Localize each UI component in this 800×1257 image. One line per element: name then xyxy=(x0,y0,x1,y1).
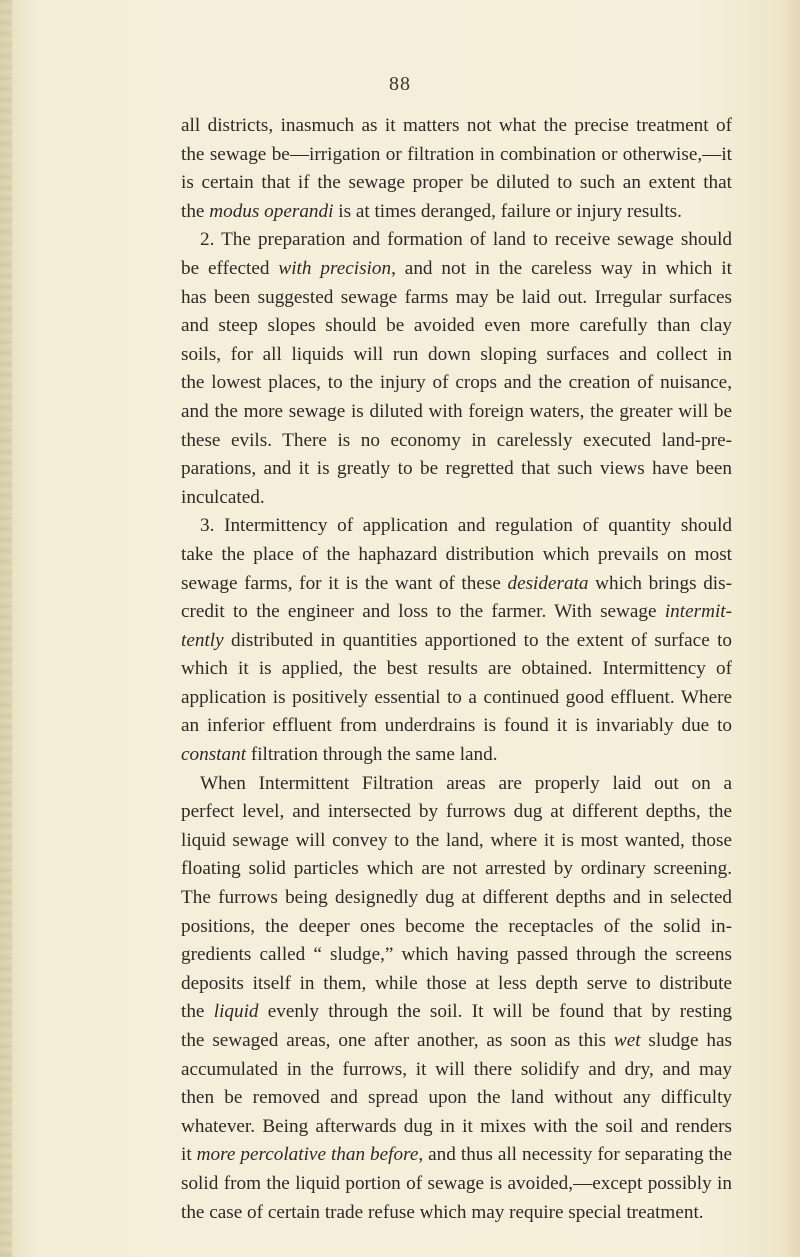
italic-text: more percolative than before xyxy=(196,1144,419,1166)
text-segment: all districts, inasmuch as it matters not what the precise treatment of xyxy=(181,115,732,136)
text-line xyxy=(181,712,732,741)
text-segment: take the place of the haphazard distribution which prevails on most xyxy=(181,543,732,565)
text-line xyxy=(181,284,732,313)
text-line xyxy=(181,226,732,255)
italic-text: with precision xyxy=(278,257,392,279)
text-line xyxy=(181,341,732,370)
text-line xyxy=(181,512,732,541)
italic-text: constant xyxy=(181,744,247,766)
text-line xyxy=(181,1170,732,1199)
text-segment: solid from the liquid portion of sewage is avoided,—except possibly in xyxy=(181,1172,732,1194)
text-line xyxy=(181,855,732,884)
text-line xyxy=(181,541,732,570)
text-segment: it xyxy=(181,1144,197,1166)
italic-text: modus operandi xyxy=(209,200,334,222)
text-segment: 2. The preparation and formation of land to receive sewage should xyxy=(200,229,732,251)
text-segment: soils, for all liquids will run down sloping surfaces and collect in xyxy=(181,343,732,365)
text-segment: the case of certain trade refuse which may require special treatment. xyxy=(181,1201,704,1223)
text-line xyxy=(181,798,732,827)
text-line xyxy=(181,684,732,713)
text-line xyxy=(181,741,732,770)
text-line xyxy=(181,627,732,656)
text-line xyxy=(181,598,732,627)
text-segment: an inferior effluent from underdrains is found it is invariably due to xyxy=(181,715,732,737)
text-line xyxy=(181,970,732,999)
text-line xyxy=(181,198,732,227)
text-segment: deposits itself in them, while those at less depth serve to distribute xyxy=(181,972,732,994)
text-segment: accumulated in the furrows, it will there solidify and dry, and may xyxy=(181,1058,732,1080)
text-segment: then be removed and spread upon the land without any difficulty xyxy=(181,1087,732,1109)
page-binding-edge xyxy=(0,0,12,1257)
text-line xyxy=(181,770,732,799)
text-line xyxy=(181,169,732,198)
text-line xyxy=(181,941,732,970)
text-segment: these evils. There is no economy in carelessly executed land-pre- xyxy=(181,429,732,451)
text-line xyxy=(181,1141,732,1170)
text-segment: which brings dis- xyxy=(588,572,732,594)
text-line xyxy=(181,455,732,484)
text-segment: floating solid particles which are not arrested by ordinary screening. xyxy=(181,858,732,880)
text-segment: the sewaged areas, one after another, as soon as this xyxy=(181,1030,614,1051)
text-segment: gredients called “ sludge,” which having passed through the screens xyxy=(181,944,732,966)
text-segment: and the more sewage is diluted with foreign waters, the greater will be xyxy=(181,400,732,422)
text-line xyxy=(181,1199,732,1228)
text-line xyxy=(181,427,732,456)
page-number: 88 xyxy=(389,73,411,95)
text-segment: credit to the engineer and loss to the farmer. With sewage xyxy=(181,601,665,623)
text-segment: 3. Intermittency of application and regulation of quantity should xyxy=(200,515,732,537)
text-segment: is certain that if the sewage proper be diluted to such an extent that xyxy=(181,172,732,194)
text-line xyxy=(181,998,732,1027)
text-segment: liquid sewage will convey to the land, where it is most wanted, those xyxy=(181,829,732,851)
italic-text: liquid xyxy=(213,1001,259,1023)
text-segment: sewage farms, for it is the want of these xyxy=(181,572,508,594)
text-segment: filtration through the same land. xyxy=(246,744,498,766)
text-line xyxy=(181,112,732,141)
text-segment: is at times deranged, failure or injury results. xyxy=(333,200,682,222)
body-text xyxy=(181,112,732,1227)
text-segment: which it is applied, the best results are obtained. Intermittency of xyxy=(181,658,732,680)
text-line xyxy=(181,1084,732,1113)
text-segment: perfect level, and intersected by furrows dug at different depths, the xyxy=(181,801,732,823)
text-segment: the xyxy=(181,200,210,222)
text-line xyxy=(181,884,732,913)
text-segment: parations, and it is greatly to be regretted that such views have been xyxy=(181,458,732,480)
italic-text: tently xyxy=(181,629,224,651)
text-segment: inculcated. xyxy=(181,486,265,508)
text-segment: distributed in quantities apportioned to the extent of surface to xyxy=(223,629,732,651)
text-segment: When Intermittent Filtration areas are properly laid out on a xyxy=(200,772,732,794)
text-line xyxy=(181,369,732,398)
text-segment: , and not in the careless way in which it xyxy=(391,257,732,279)
text-segment: positions, the deeper ones become the receptacles of the solid in- xyxy=(181,915,732,937)
text-segment: be effected xyxy=(181,257,279,279)
text-line xyxy=(181,1027,732,1056)
text-line xyxy=(181,913,732,942)
text-line xyxy=(181,1113,732,1142)
italic-text: desiderata xyxy=(507,572,589,594)
text-line xyxy=(181,827,732,856)
text-segment: The furrows being designedly dug at different depths and in selected xyxy=(181,887,732,909)
text-line xyxy=(181,484,732,513)
text-segment: whatever. Being afterwards dug in it mixes with the soil and renders xyxy=(181,1115,732,1137)
text-segment: sludge has xyxy=(640,1030,732,1051)
text-segment: evenly through the soil. It will be found that by resting xyxy=(258,1001,733,1023)
text-segment: the sewage be—irrigation or filtration in combination or otherwise,—it xyxy=(181,143,732,165)
text-segment: and steep slopes should be avoided even more carefully than clay xyxy=(181,315,732,337)
text-line xyxy=(181,398,732,427)
text-segment: the lowest places, to the injury of crops and the creation of nuisance, xyxy=(181,372,732,394)
text-segment: application is positively essential to a continued good effluent. Where xyxy=(181,686,732,708)
text-line xyxy=(181,312,732,341)
italic-text: intermit- xyxy=(664,601,732,623)
text-line xyxy=(181,255,732,284)
text-line xyxy=(181,655,732,684)
text-segment: the xyxy=(181,1001,214,1023)
text-segment: has been suggested sewage farms may be laid out. Irregular surfaces xyxy=(181,286,732,308)
text-line xyxy=(181,1056,732,1085)
text-segment: , and thus all necessity for separating the xyxy=(418,1144,732,1166)
text-line xyxy=(181,570,732,599)
italic-text: wet xyxy=(613,1030,641,1051)
text-line xyxy=(181,141,732,170)
